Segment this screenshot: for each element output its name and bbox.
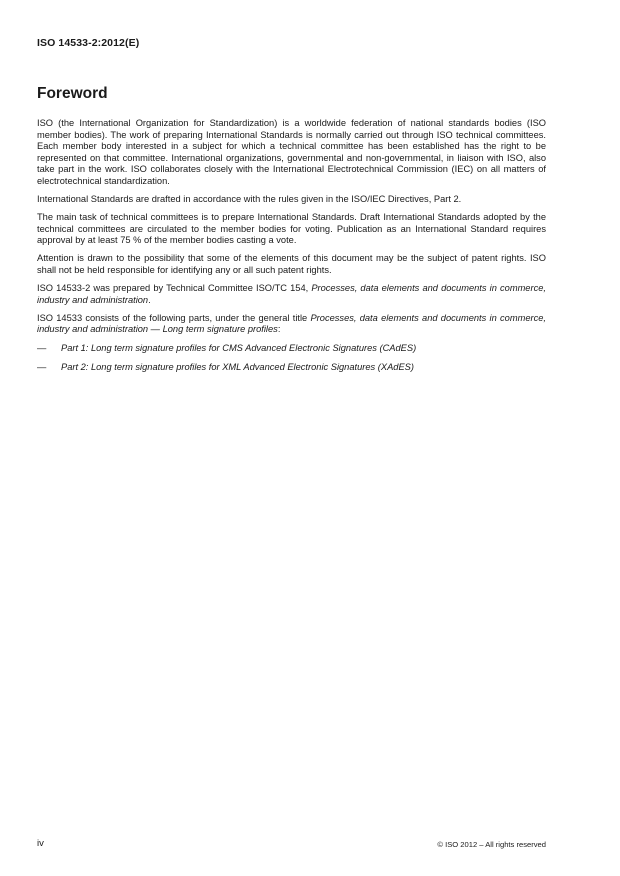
parts-intro-end: :: [277, 324, 281, 335]
part-2-title: Part 2: Long term signature profiles for XML Advanced Electronic Signatures (XAdES): [61, 362, 414, 373]
list-dash: —: [37, 362, 47, 373]
prepared-by-text: ISO 14533-2 was prepared by Technical Committee ISO/TC 154,: [37, 283, 312, 294]
general-title: Processes, data elements and documents in commerce, industry and administration — Long term signature profiles: [37, 312, 546, 335]
parts-intro-text: ISO 14533 consists of the following parts, under the general title: [37, 312, 311, 323]
paragraph-parts-intro: [37, 313, 546, 336]
list-item: [37, 362, 546, 374]
paragraph-iso-federation: ISO (the International Organization for Standardization) is a worldwide federation of national standards bodies (ISO member bodies). The work of preparing International Standards is normally carried out through ISO technical committees. Each member body interested in a subject for which a technical committee has been established has the right to be represented on that committee. International organizations, governmental and non-governmental, in liaison with ISO, also take part in the work. ISO collaborates closely with the International Electrotechnical Commission (IEC) on all matters of electrotechnical standardization.: [37, 118, 546, 186]
page-number: iv: [37, 838, 44, 849]
copyright-notice: © ISO 2012 – All rights reserved: [437, 840, 546, 849]
paragraph-directives: International Standards are drafted in accordance with the rules given in the ISO/IEC Directives, Part 2.: [37, 194, 462, 205]
list-item: [37, 343, 546, 355]
prepared-by-end: .: [148, 294, 151, 305]
document-identifier: ISO 14533-2:2012(E): [37, 37, 140, 49]
paragraph-prepared-by: [37, 283, 546, 306]
page-title: Foreword: [37, 85, 108, 102]
part-1-title: Part 1: Long term signature profiles for CMS Advanced Electronic Signatures (CAdES): [61, 342, 417, 353]
list-dash: —: [37, 342, 47, 353]
paragraph-technical-committees: The main task of technical committees is to prepare International Standards. Draft International Standards adopted by the technical committees are circulated to the member bodies for voting. Publication as an International Standard requires approval by at least 75 % of the member bodies casting a vote.: [37, 212, 546, 246]
committee-scope-title: Processes, data elements and documents in commerce, industry and administration: [37, 283, 546, 305]
paragraph-patent-rights: Attention is drawn to the possibility that some of the elements of this document may be the subject of patent rights. ISO shall not be held responsible for identifying any or all such patent rights.: [37, 253, 546, 276]
foreword-body: [37, 118, 546, 382]
